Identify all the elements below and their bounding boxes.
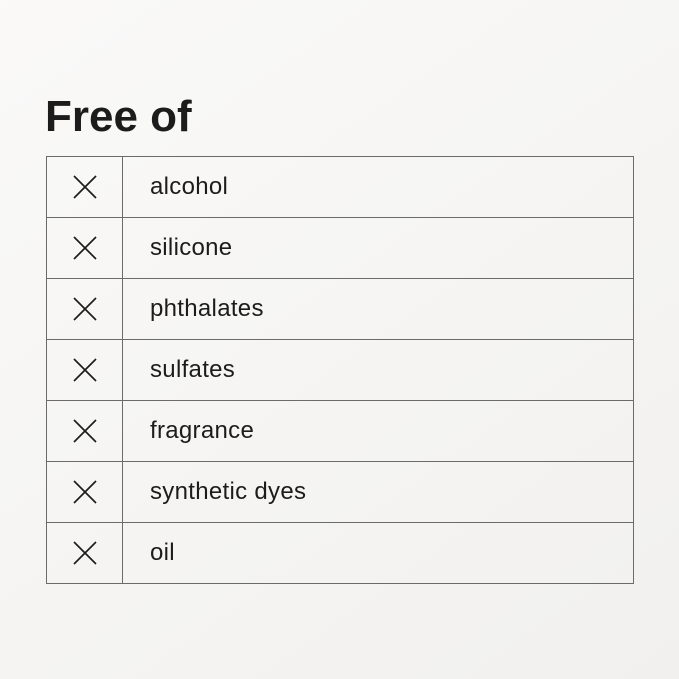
table-row bbox=[47, 279, 633, 340]
ingredient-label: oil bbox=[150, 539, 175, 566]
x-mark-cell bbox=[47, 218, 123, 278]
ingredient-label: synthetic dyes bbox=[150, 478, 307, 505]
x-mark-icon bbox=[70, 416, 100, 446]
ingredient-label: fragrance bbox=[150, 417, 255, 444]
x-mark-cell bbox=[47, 401, 123, 461]
table-row bbox=[47, 157, 633, 218]
ingredient-label: alcohol bbox=[150, 173, 229, 200]
ingredient-label: silicone bbox=[150, 234, 233, 261]
x-mark-icon bbox=[70, 477, 100, 507]
x-mark-cell bbox=[47, 523, 123, 583]
table-row bbox=[47, 462, 633, 523]
table-row bbox=[47, 340, 633, 401]
x-mark-cell bbox=[47, 157, 123, 217]
free-of-table bbox=[46, 156, 634, 584]
table-row bbox=[47, 401, 633, 462]
table-row bbox=[47, 523, 633, 583]
ingredient-label: phthalates bbox=[150, 295, 264, 322]
x-mark-cell bbox=[47, 279, 123, 339]
x-mark-icon bbox=[70, 355, 100, 385]
x-mark-icon bbox=[70, 294, 100, 324]
x-mark-cell bbox=[47, 462, 123, 522]
x-mark-icon bbox=[70, 538, 100, 568]
ingredient-label: sulfates bbox=[150, 356, 236, 383]
page-title: Free of bbox=[45, 92, 192, 141]
table-row bbox=[47, 218, 633, 279]
x-mark-icon bbox=[70, 172, 100, 202]
x-mark-cell bbox=[47, 340, 123, 400]
x-mark-icon bbox=[70, 233, 100, 263]
